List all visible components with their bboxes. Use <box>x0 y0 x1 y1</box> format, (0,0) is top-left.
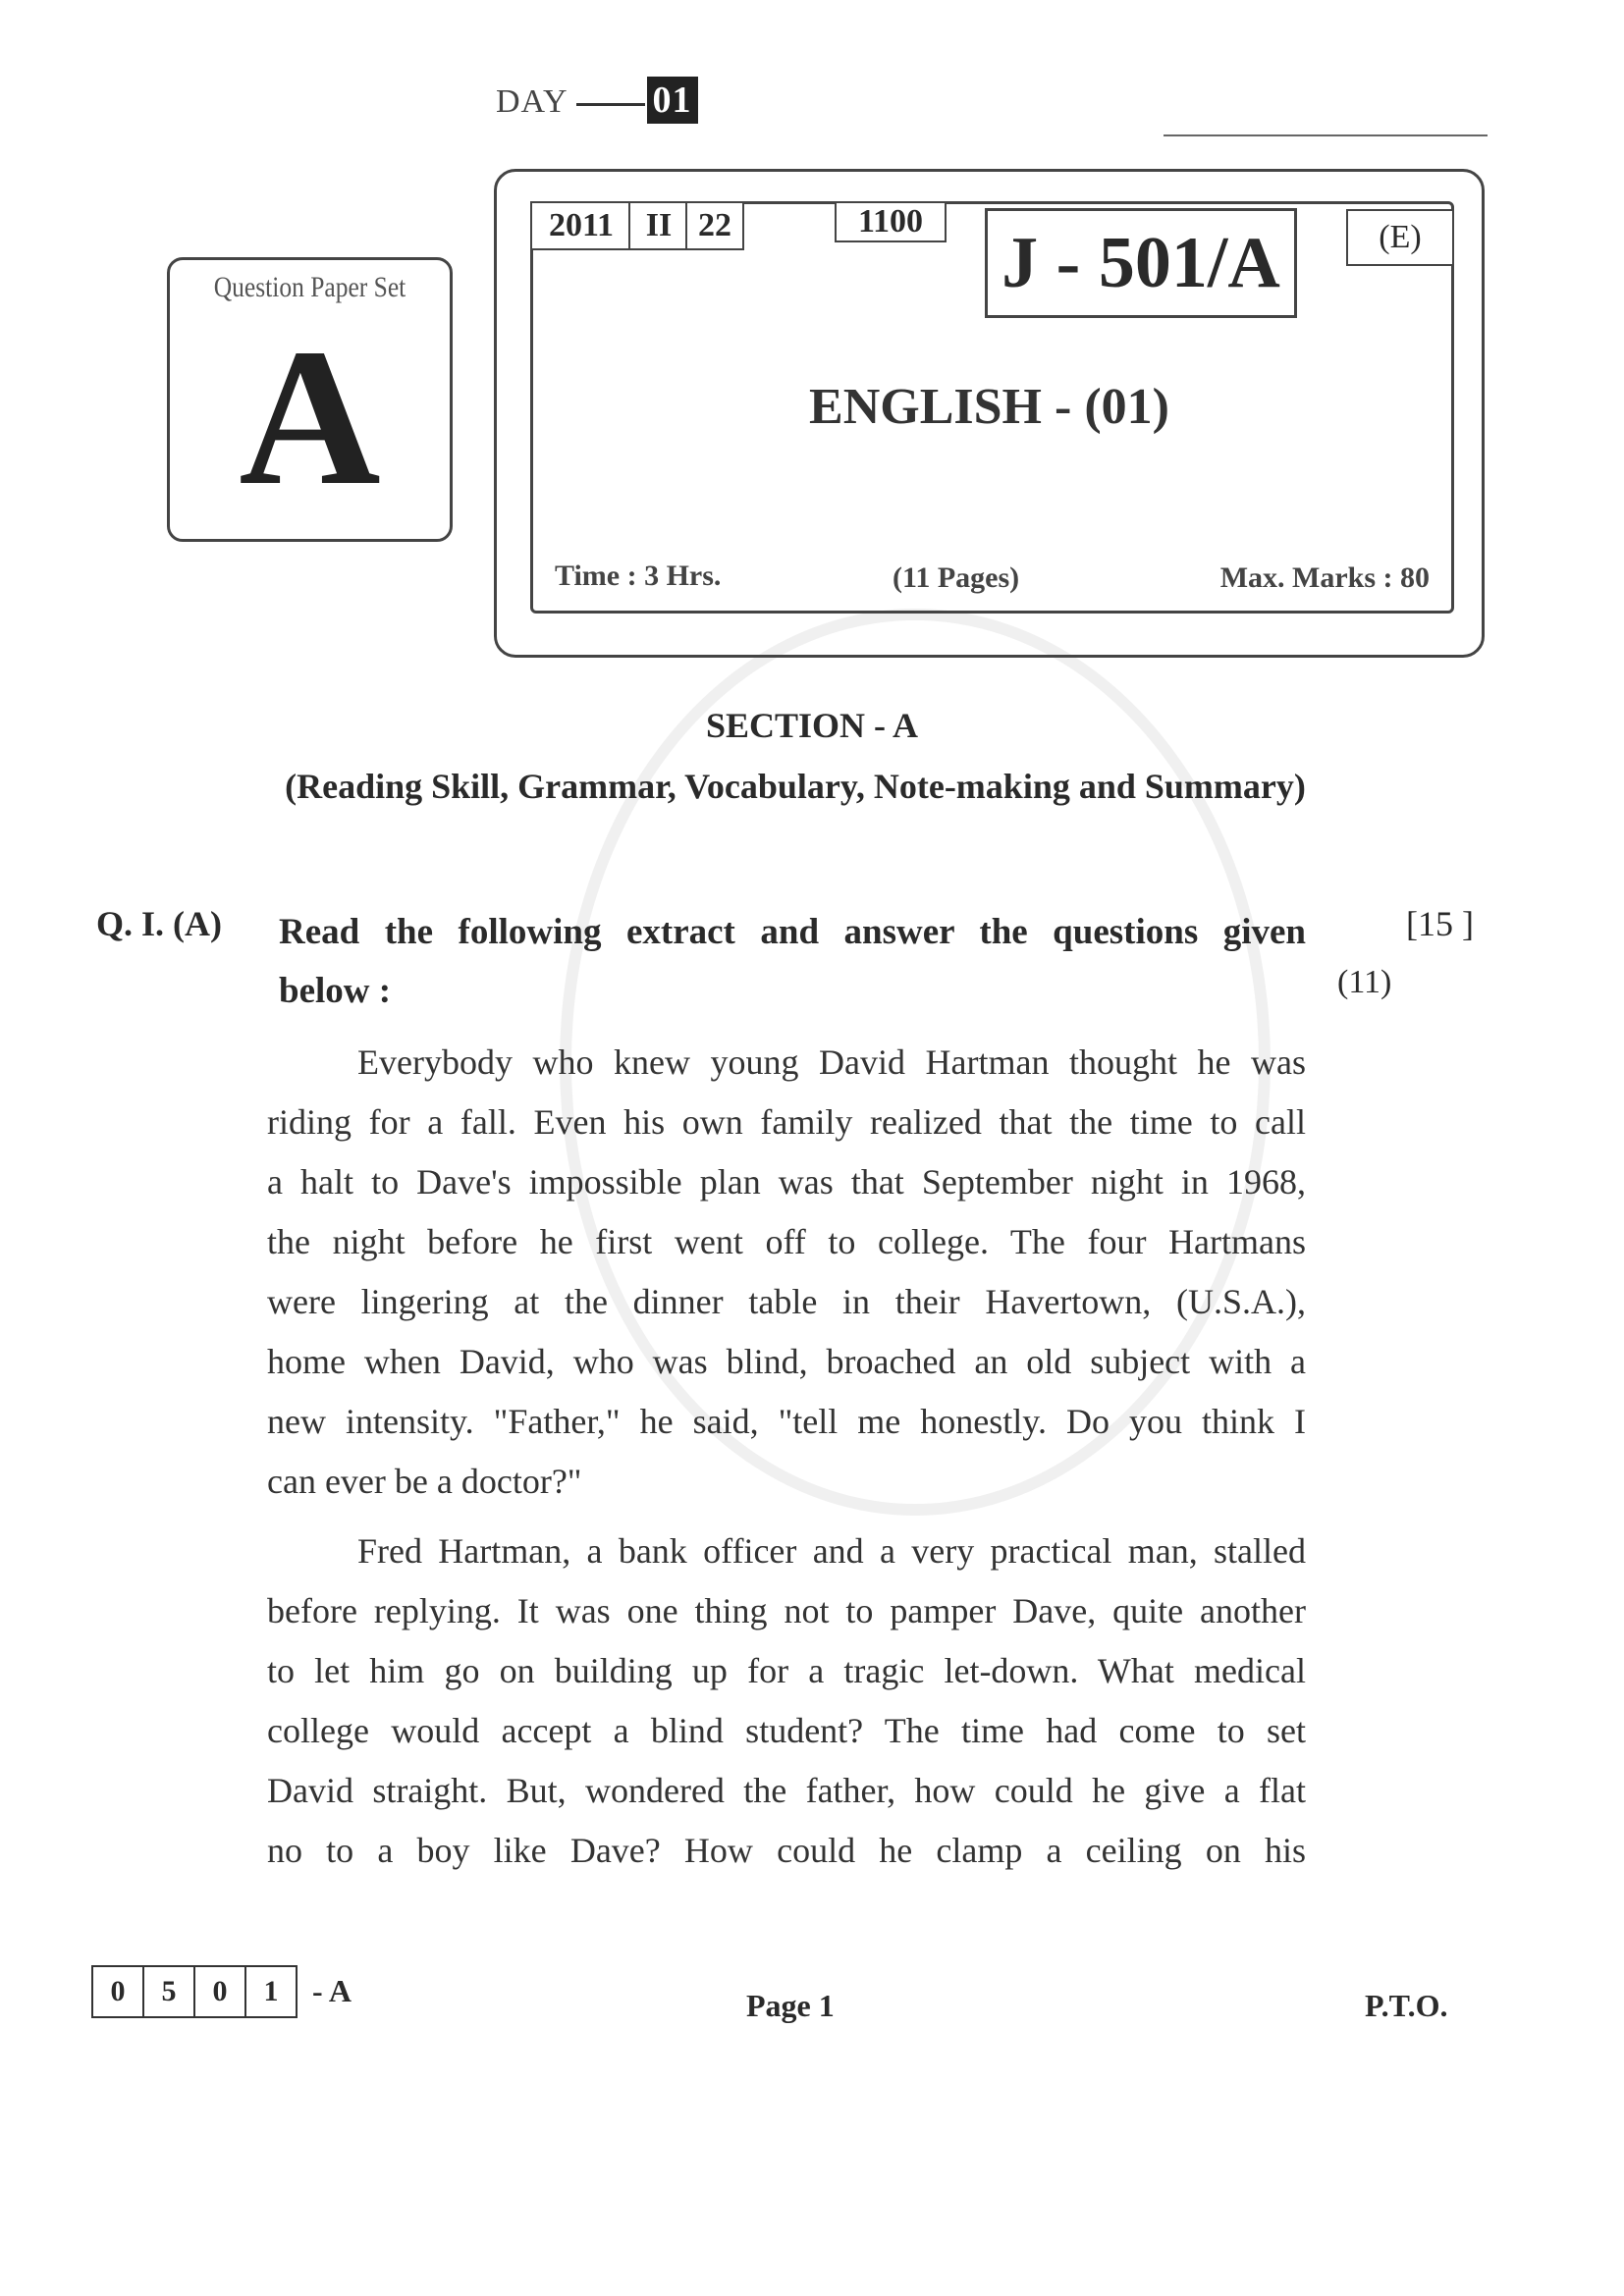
passage-line: Everybody who knew young David Hartman thought he was <box>357 1042 1306 1082</box>
passage-line: the night before he first went off to college. The four Hartmans <box>267 1222 1306 1261</box>
section-subtitle: (Reading Skill, Grammar, Vocabulary, Note-making and Summary) <box>285 767 1306 806</box>
time-code-cell: 1100 <box>835 201 947 242</box>
passage-line: can ever be a doctor?" <box>267 1462 582 1501</box>
code-digit: 0 <box>193 1965 246 2018</box>
time-duration: Time : 3 Hrs. <box>555 560 722 592</box>
code-digit: 0 <box>91 1965 144 2018</box>
max-marks: Max. Marks : 80 <box>1219 561 1430 594</box>
passage-paragraph-2 <box>267 1522 1306 1881</box>
passage-line: before replying. It was one thing not to pamper Dave, quite another <box>267 1591 1306 1630</box>
paper-code: J - 501/A <box>985 208 1297 318</box>
year-cell: 2011 <box>530 201 632 250</box>
section-title: SECTION - A <box>705 706 919 745</box>
total-marks: [15 ] <box>1406 904 1474 943</box>
passage-line: Fred Hartman, a bank officer and a very practical man, stalled <box>357 1531 1306 1571</box>
instruction-line: Read the following extract and answer the questions given <box>279 912 1306 952</box>
passage-line: to let him go on building up for a tragic let-down. What medical <box>267 1651 1306 1690</box>
set-label: Question Paper Set <box>213 271 406 303</box>
passage-line: were lingering at the dinner table in their Havertown, (U.S.A.), <box>267 1282 1306 1321</box>
passage-line: a halt to Dave's impossible plan was that September night in 1968, <box>267 1162 1306 1201</box>
passage-line: college would accept a blind student? The time had come to set <box>267 1711 1306 1750</box>
page-count: (11 Pages) <box>893 561 1020 594</box>
day-label: DAY <box>496 83 568 120</box>
page-number: Page 1 <box>746 1988 835 2023</box>
passage-paragraph-1 <box>267 1033 1306 1512</box>
day-indicator <box>496 77 698 124</box>
medium-cell: (E) <box>1346 209 1454 266</box>
passage-line: no to a boy like Dave? How could he clamp a ceiling on his <box>267 1831 1306 1870</box>
day-number: 01 <box>647 77 698 124</box>
instruction-line: below : <box>279 971 392 1011</box>
part-marks: (11) <box>1337 964 1392 1000</box>
divider <box>1164 134 1488 136</box>
divider <box>576 103 645 106</box>
question-instruction <box>279 903 1306 1021</box>
question-number: Q. I. (A) <box>96 904 222 943</box>
month-cell: II <box>628 201 689 250</box>
passage-line: David straight. But, wondered the father, how could he give a flat <box>267 1771 1306 1810</box>
code-digit: 1 <box>244 1965 298 2018</box>
code-digit: 5 <box>142 1965 195 2018</box>
date-cell: 22 <box>685 201 744 250</box>
question-paper-set-box <box>167 257 453 542</box>
set-letter: A <box>239 309 381 526</box>
passage-line: riding for a fall. Even his own family realized that the time to call <box>267 1102 1306 1142</box>
please-turn-over: P.T.O. <box>1365 1988 1448 2023</box>
footer-code-boxes <box>93 1965 298 2018</box>
passage-line: home when David, who was blind, broached an old subject with a <box>267 1342 1306 1381</box>
subject-title: ENGLISH - (01) <box>809 379 1169 435</box>
footer-code-suffix: - A <box>312 1973 352 2008</box>
passage-line: new intensity. "Father," he said, "tell me honestly. Do you think I <box>267 1402 1306 1441</box>
